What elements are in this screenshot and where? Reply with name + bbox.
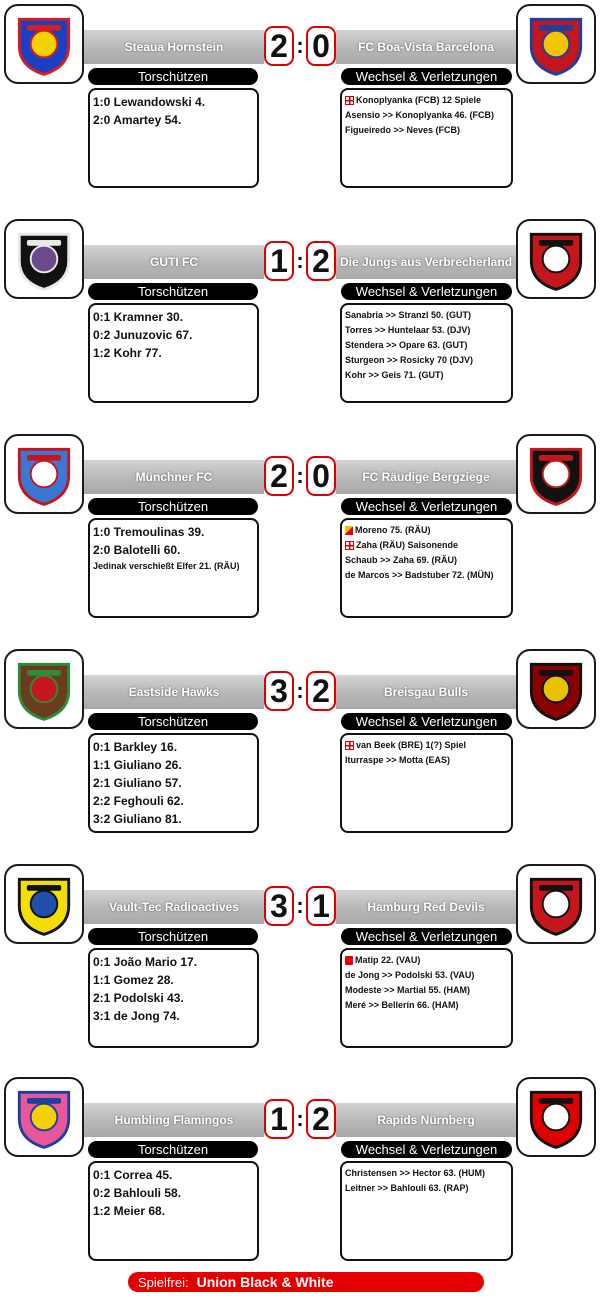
home-team-logo [4, 1077, 84, 1157]
goal-entry: 0:2 Bahlouli 58. [93, 1186, 182, 1200]
away-score: 1 [306, 886, 336, 926]
home-team-name: Humbling Flamingos [84, 1103, 264, 1137]
away-team-crest-icon [518, 866, 594, 942]
change-text: Figueiredo >> Neves (FCB) [345, 125, 461, 135]
score-separator: : [294, 888, 306, 924]
change-entry [345, 123, 508, 138]
changes-header: Wechsel & Verletzungen [341, 283, 512, 300]
injury-icon [345, 741, 354, 750]
away-team-logo [516, 864, 596, 944]
goals-box [88, 303, 259, 403]
away-team-logo [516, 434, 596, 514]
home-score: 1 [264, 241, 294, 281]
goals-box [88, 733, 259, 833]
match-card [0, 864, 600, 1079]
goal-entry: 1:2 Meier 68. [93, 1204, 166, 1218]
change-entry [345, 553, 508, 568]
change-entry [345, 368, 508, 383]
change-entry [345, 568, 508, 583]
home-team-logo [4, 4, 84, 84]
change-text: van Beek (BRE) 1(?) Spiel [356, 740, 467, 750]
match-card [0, 219, 600, 434]
goals-header: Torschützen [88, 1141, 258, 1158]
home-score: 1 [264, 1099, 294, 1139]
match-card [0, 434, 600, 649]
goal-entry: 0:2 Junuzovic 67. [93, 328, 193, 342]
goal-entry: 0:1 João Mario 17. [93, 955, 198, 969]
change-entry [345, 953, 508, 968]
away-score: 2 [306, 1099, 336, 1139]
change-entry [345, 753, 508, 768]
change-text: Zaha (RÄU) Saisonende [356, 540, 459, 550]
change-text: Schaub >> Zaha 69. (RÄU) [345, 555, 458, 565]
away-team-crest-icon [518, 651, 594, 727]
away-team-name: FC Räudige Bergziege [336, 460, 516, 494]
away-score: 0 [306, 456, 336, 496]
score-separator: : [294, 243, 306, 279]
goals-header: Torschützen [88, 928, 258, 945]
change-entry [345, 323, 508, 338]
bye-team: Union Black & White [196, 1274, 334, 1290]
change-entry [345, 968, 508, 983]
changes-box [340, 1161, 513, 1261]
away-team-name: Rapids Nürnberg [336, 1103, 516, 1137]
change-text: Stendera >> Opare 63. (GUT) [345, 340, 468, 350]
change-text: Christensen >> Hector 63. (HUM) [345, 1168, 486, 1178]
away-team-name: Breisgau Bulls [336, 675, 516, 709]
change-entry [345, 738, 508, 753]
yellow-red-card-icon [345, 526, 353, 535]
home-team-crest-icon [6, 221, 82, 297]
change-entry [345, 338, 508, 353]
change-text: Matip 22. (VAU) [355, 955, 421, 965]
goals-box [88, 948, 259, 1048]
change-entry [345, 1181, 508, 1196]
home-team-logo [4, 434, 84, 514]
home-score: 2 [264, 26, 294, 66]
change-entry [345, 353, 508, 368]
change-text: Iturraspe >> Motta (EAS) [345, 755, 451, 765]
change-text: Asensio >> Konoplyanka 46. (FCB) [345, 110, 495, 120]
away-team-logo [516, 4, 596, 84]
goal-entry: 2:2 Feghouli 62. [93, 794, 184, 808]
bye-banner [128, 1272, 484, 1292]
home-team-crest-icon [6, 1079, 82, 1155]
home-score: 2 [264, 456, 294, 496]
away-team-logo [516, 1077, 596, 1157]
score-separator: : [294, 458, 306, 494]
change-text: de Jong >> Podolski 53. (VAU) [345, 970, 475, 980]
changes-box [340, 88, 513, 188]
change-text: Sanabria >> Stranzl 50. (GUT) [345, 310, 472, 320]
changes-box [340, 948, 513, 1048]
change-text: Moreno 75. (RÄU) [355, 525, 431, 535]
changes-header: Wechsel & Verletzungen [341, 68, 512, 85]
match-card [0, 4, 600, 219]
home-team-crest-icon [6, 651, 82, 727]
change-text: Torres >> Huntelaar 53. (DJV) [345, 325, 471, 335]
change-entry [345, 998, 508, 1013]
goal-entry: Jedinak verschießt Elfer 21. (RÄU) [93, 561, 240, 571]
goal-entry: 2:1 Giuliano 57. [93, 776, 182, 790]
away-team-crest-icon [518, 6, 594, 82]
goal-entry: 1:0 Tremoulinas 39. [93, 525, 205, 539]
change-text: Meré >> Bellerín 66. (HAM) [345, 1000, 459, 1010]
change-text: Sturgeon >> Rosicky 70 (DJV) [345, 355, 474, 365]
injury-icon [345, 96, 354, 105]
changes-box [340, 303, 513, 403]
away-score: 2 [306, 241, 336, 281]
home-team-name: GUTI FC [84, 245, 264, 279]
goal-entry: 1:2 Kohr 77. [93, 346, 162, 360]
away-score: 2 [306, 671, 336, 711]
goal-entry: 2:0 Amartey 54. [93, 113, 182, 127]
away-team-name: Die Jungs aus Verbrecherland [336, 245, 516, 279]
red-card-icon [345, 956, 353, 965]
goals-box [88, 518, 259, 618]
change-entry [345, 93, 508, 108]
goals-box [88, 88, 259, 188]
score-separator: : [294, 1101, 306, 1137]
change-entry [345, 523, 508, 538]
goal-entry: 1:0 Lewandowski 4. [93, 95, 206, 109]
away-team-crest-icon [518, 221, 594, 297]
change-text: Kohr >> Geis 71. (GUT) [345, 370, 444, 380]
away-team-logo [516, 649, 596, 729]
home-score: 3 [264, 671, 294, 711]
changes-header: Wechsel & Verletzungen [341, 498, 512, 515]
away-team-name: FC Boa-Vista Barcelona [336, 30, 516, 64]
goals-box [88, 1161, 259, 1261]
changes-header: Wechsel & Verletzungen [341, 713, 512, 730]
goals-header: Torschützen [88, 713, 258, 730]
changes-box [340, 518, 513, 618]
goal-entry: 0:1 Kramner 30. [93, 310, 184, 324]
goals-header: Torschützen [88, 498, 258, 515]
change-entry [345, 308, 508, 323]
change-text: Leitner >> Bahlouli 63. (RAP) [345, 1183, 469, 1193]
goal-entry: 2:1 Podolski 43. [93, 991, 184, 1005]
home-team-name: Vault-Tec Radioactives [84, 890, 264, 924]
away-score: 0 [306, 26, 336, 66]
change-text: Modeste >> Martial 55. (HAM) [345, 985, 471, 995]
goal-entry: 3:1 de Jong 74. [93, 1009, 180, 1023]
goals-header: Torschützen [88, 283, 258, 300]
home-team-logo [4, 864, 84, 944]
goal-entry: 0:1 Barkley 16. [93, 740, 178, 754]
change-text: Konoplyanka (FCB) 12 Spiele [356, 95, 482, 105]
changes-header: Wechsel & Verletzungen [341, 928, 512, 945]
home-team-name: Münchner FC [84, 460, 264, 494]
change-text: de Marcos >> Badstuber 72. (MÜN) [345, 570, 494, 580]
match-card [0, 1077, 600, 1292]
home-team-logo [4, 219, 84, 299]
goals-header: Torschützen [88, 68, 258, 85]
changes-header: Wechsel & Verletzungen [341, 1141, 512, 1158]
away-team-crest-icon [518, 436, 594, 512]
goal-entry: 3:2 Giuliano 81. [93, 812, 182, 826]
change-entry [345, 538, 508, 553]
score-separator: : [294, 673, 306, 709]
away-team-name: Hamburg Red Devils [336, 890, 516, 924]
home-team-crest-icon [6, 866, 82, 942]
goal-entry: 2:0 Balotelli 60. [93, 543, 181, 557]
change-entry [345, 983, 508, 998]
home-score: 3 [264, 886, 294, 926]
match-card [0, 649, 600, 864]
goal-entry: 1:1 Gomez 28. [93, 973, 174, 987]
home-team-name: Eastside Hawks [84, 675, 264, 709]
injury-icon [345, 541, 354, 550]
away-team-logo [516, 219, 596, 299]
score-separator: : [294, 28, 306, 64]
home-team-crest-icon [6, 436, 82, 512]
home-team-crest-icon [6, 6, 82, 82]
home-team-name: Steaua Hornstein [84, 30, 264, 64]
change-entry [345, 108, 508, 123]
away-team-crest-icon [518, 1079, 594, 1155]
changes-box [340, 733, 513, 833]
goal-entry: 0:1 Correa 45. [93, 1168, 173, 1182]
home-team-logo [4, 649, 84, 729]
bye-label: Spielfrei: [138, 1274, 189, 1290]
goal-entry: 1:1 Giuliano 26. [93, 758, 182, 772]
change-entry [345, 1166, 508, 1181]
